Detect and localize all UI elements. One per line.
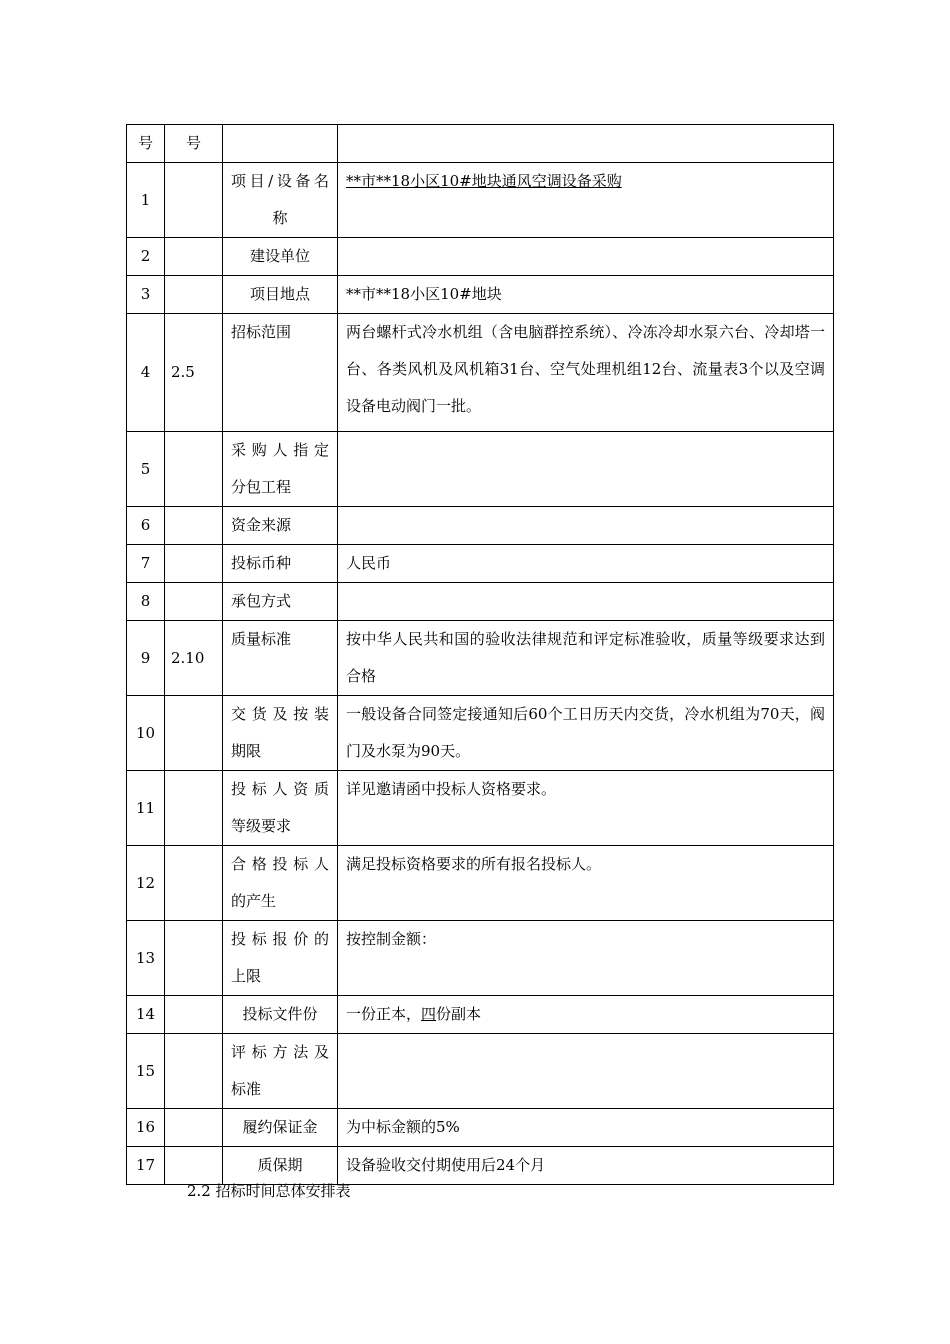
row-item-line1: 采购人指定	[231, 441, 329, 459]
content-part: 份副本	[436, 1005, 482, 1023]
table-row	[127, 583, 834, 621]
table-row	[127, 545, 834, 583]
row-item	[223, 846, 338, 921]
row-item: 招标范围	[223, 314, 338, 432]
row-number: 9	[127, 621, 165, 696]
row-content	[338, 432, 834, 507]
row-item: 质保期	[223, 1147, 338, 1185]
row-section	[165, 238, 223, 276]
row-item-line2: 标准	[231, 1080, 262, 1098]
row-item: 投标文件份	[223, 996, 338, 1034]
row-section: 2.5	[165, 314, 223, 432]
header-content	[338, 125, 834, 163]
row-content	[338, 507, 834, 545]
row-section	[165, 276, 223, 314]
row-section	[165, 545, 223, 583]
row-item-line2: 称	[272, 209, 288, 227]
row-section	[165, 771, 223, 846]
row-item	[223, 1034, 338, 1109]
row-section	[165, 696, 223, 771]
row-content: 为中标金额的5%	[338, 1109, 834, 1147]
row-number: 14	[127, 996, 165, 1034]
row-section	[165, 921, 223, 996]
row-item-line1: 投标报价的	[231, 930, 329, 948]
row-content: 一般设备合同签定接通知后60个工日历天内交货，冷水机组为70天，阀门及水泵为90天。	[338, 696, 834, 771]
header-no: 号	[127, 125, 165, 163]
content-part-underlined: 四	[421, 1005, 437, 1023]
row-number: 4	[127, 314, 165, 432]
bid-data-table	[126, 124, 834, 1185]
row-number: 6	[127, 507, 165, 545]
row-section	[165, 1147, 223, 1185]
row-item: 质量标准	[223, 621, 338, 696]
table-row	[127, 1147, 834, 1185]
row-number: 12	[127, 846, 165, 921]
row-section	[165, 996, 223, 1034]
row-item	[223, 432, 338, 507]
row-item: 投标币种	[223, 545, 338, 583]
row-content: 按中华人民共和国的验收法律规范和评定标准验收，质量等级要求达到合格	[338, 621, 834, 696]
row-item: 资金来源	[223, 507, 338, 545]
row-number: 17	[127, 1147, 165, 1185]
header-sec: 号	[165, 125, 223, 163]
row-content	[338, 163, 834, 238]
row-number: 15	[127, 1034, 165, 1109]
row-number: 1	[127, 163, 165, 238]
table-header-row	[127, 125, 834, 163]
section-heading: 2.2 招标时间总体安排表	[187, 1182, 351, 1200]
row-item	[223, 921, 338, 996]
row-section: 2.10	[165, 621, 223, 696]
table-row	[127, 276, 834, 314]
row-content: 详见邀请函中投标人资格要求。	[338, 771, 834, 846]
row-content: 满足投标资格要求的所有报名投标人。	[338, 846, 834, 921]
row-number: 7	[127, 545, 165, 583]
row-content: 按控制金额：	[338, 921, 834, 996]
row-content: **市**18小区10#地块	[338, 276, 834, 314]
row-content: 设备验收交付期使用后24个月	[338, 1147, 834, 1185]
row-item-line2: 等级要求	[231, 817, 292, 835]
row-item-line2: 分包工程	[231, 478, 292, 496]
row-item	[223, 696, 338, 771]
row-section	[165, 583, 223, 621]
row-item: 承包方式	[223, 583, 338, 621]
row-number: 11	[127, 771, 165, 846]
row-number: 5	[127, 432, 165, 507]
row-number: 10	[127, 696, 165, 771]
header-item	[223, 125, 338, 163]
project-name-text: **市**18小区10#地块通风空调设备采购	[346, 172, 622, 190]
content-part: 一份正本，	[346, 1005, 422, 1023]
table-row	[127, 507, 834, 545]
table-row	[127, 1034, 834, 1109]
row-content	[338, 583, 834, 621]
table-row	[127, 846, 834, 921]
table-row	[127, 432, 834, 507]
row-section	[165, 507, 223, 545]
row-number: 13	[127, 921, 165, 996]
row-section	[165, 846, 223, 921]
table-row	[127, 771, 834, 846]
row-item-line2: 的产生	[231, 892, 277, 910]
row-section	[165, 432, 223, 507]
row-section	[165, 1034, 223, 1109]
row-item-line2: 期限	[231, 742, 262, 760]
row-content: 两台螺杆式冷水机组（含电脑群控系统）、冷冻冷却水泵六台、冷却塔一台、各类风机及风机箱31台、空气处理机组12台、流量表3个以及空调设备电动阀门一批。	[338, 314, 834, 432]
row-number: 3	[127, 276, 165, 314]
row-content	[338, 238, 834, 276]
row-item: 履约保证金	[223, 1109, 338, 1147]
row-content	[338, 1034, 834, 1109]
row-number: 16	[127, 1109, 165, 1147]
row-item-line1: 合格投标人	[231, 855, 329, 873]
row-number: 8	[127, 583, 165, 621]
table-row	[127, 696, 834, 771]
row-item: 项目地点	[223, 276, 338, 314]
row-item-line1: 评标方法及	[231, 1043, 329, 1061]
row-item-line1: 交货及按装	[231, 705, 329, 723]
row-number: 2	[127, 238, 165, 276]
row-content	[338, 996, 834, 1034]
table-row	[127, 996, 834, 1034]
table-row	[127, 621, 834, 696]
row-section	[165, 163, 223, 238]
row-item-line1: 项目/设备名	[231, 172, 329, 190]
table-row	[127, 1109, 834, 1147]
table-row	[127, 921, 834, 996]
table-row	[127, 314, 834, 432]
row-item	[223, 771, 338, 846]
table-row	[127, 163, 834, 238]
table-row	[127, 238, 834, 276]
row-item-line2: 上限	[231, 967, 262, 985]
row-section	[165, 1109, 223, 1147]
row-item	[223, 163, 338, 238]
row-content: 人民币	[338, 545, 834, 583]
row-item-line1: 投标人资质	[231, 780, 329, 798]
row-item: 建设单位	[223, 238, 338, 276]
